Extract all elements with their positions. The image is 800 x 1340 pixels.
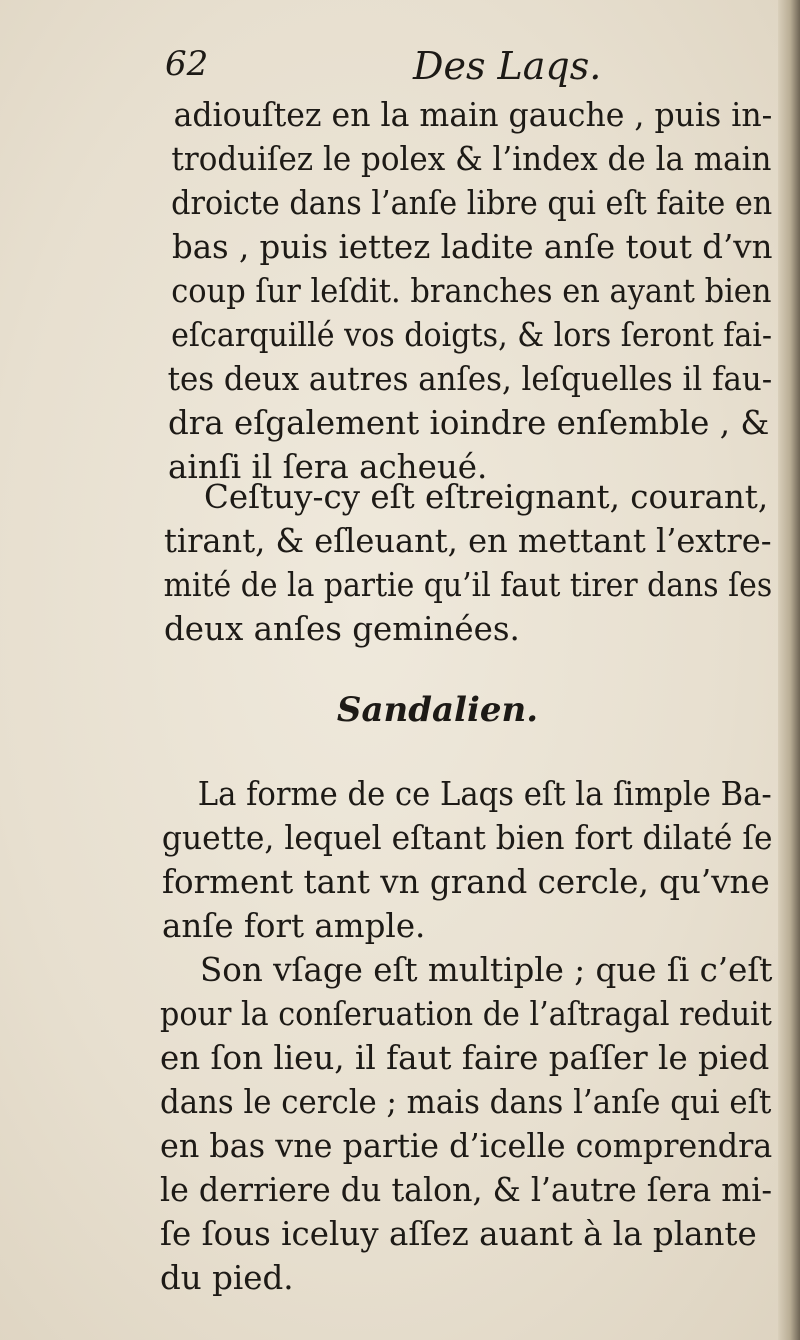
text-line: dans le cercle ; mais dans l’anſe qui eſt — [160, 1083, 772, 1121]
text-line: Ceſtuy-cy eſt eſtreignant, courant, — [204, 478, 769, 516]
text-line: le derriere du talon, & l’autre ſera mi- — [160, 1171, 773, 1209]
paragraph-3 — [160, 772, 772, 948]
text-line: eſcarquillé vos doigts, & lors ſeront fai- — [171, 316, 773, 354]
text-line: Son vſage eſt multiple ; que ſi c’eſt — [200, 951, 773, 989]
text-line: La forme de ce Laqs eſt la ſimple Ba- — [197, 775, 772, 813]
paragraph-2 — [160, 475, 772, 651]
text-line: coup ſur leſdit. branches en ayant bien — [171, 272, 772, 310]
page-gutter — [778, 0, 800, 1340]
text-line: pour la conſeruation de l’aſtragal reduit — [160, 995, 772, 1033]
text-line: guette, lequel eſtant bien fort dilaté ſe — [161, 819, 773, 857]
text-line: forment tant vn grand cercle, qu’vne — [162, 863, 770, 901]
paragraph-4 — [160, 948, 772, 1300]
text-line: du pied. — [160, 1259, 294, 1297]
text-line: droicte dans l’anſe libre qui eſt faite en — [171, 184, 773, 222]
text-line: mité de la partie qu’il faut tirer dans ſes — [163, 566, 773, 604]
text-line: en bas vne partie d’icelle comprendra — [160, 1127, 773, 1165]
text-line: bas , puis iettez ladite anſe tout d’vn — [171, 228, 773, 266]
text-line: tirant, & eſleuant, en mettant l’extre- — [163, 522, 772, 560]
text-line: ſe ſous iceluy aſſez auant à la plante — [160, 1215, 757, 1253]
text-line: dra eſgalement ioindre enſemble , & — [168, 404, 770, 442]
text-line: deux anſes geminées. — [164, 610, 520, 648]
paragraph-1 — [160, 93, 772, 489]
section-heading: Sandalien. — [336, 690, 539, 730]
running-title: Des Laqs. — [413, 44, 602, 88]
text-line: anſe fort ample. — [162, 907, 426, 945]
page-number: 62 — [165, 44, 209, 84]
page-header — [165, 44, 725, 94]
text-line: adiouſtez en la main gauche , puis in- — [173, 96, 773, 134]
text-line: en ſon lieu, il faut faire paſſer le pied — [160, 1039, 770, 1077]
text-line: ainſi il ſera acheué. — [168, 448, 488, 486]
text-line: tes deux autres anſes, leſquelles il fau- — [167, 360, 773, 398]
text-line: troduiſez le polex & l’index de la main — [171, 140, 772, 178]
